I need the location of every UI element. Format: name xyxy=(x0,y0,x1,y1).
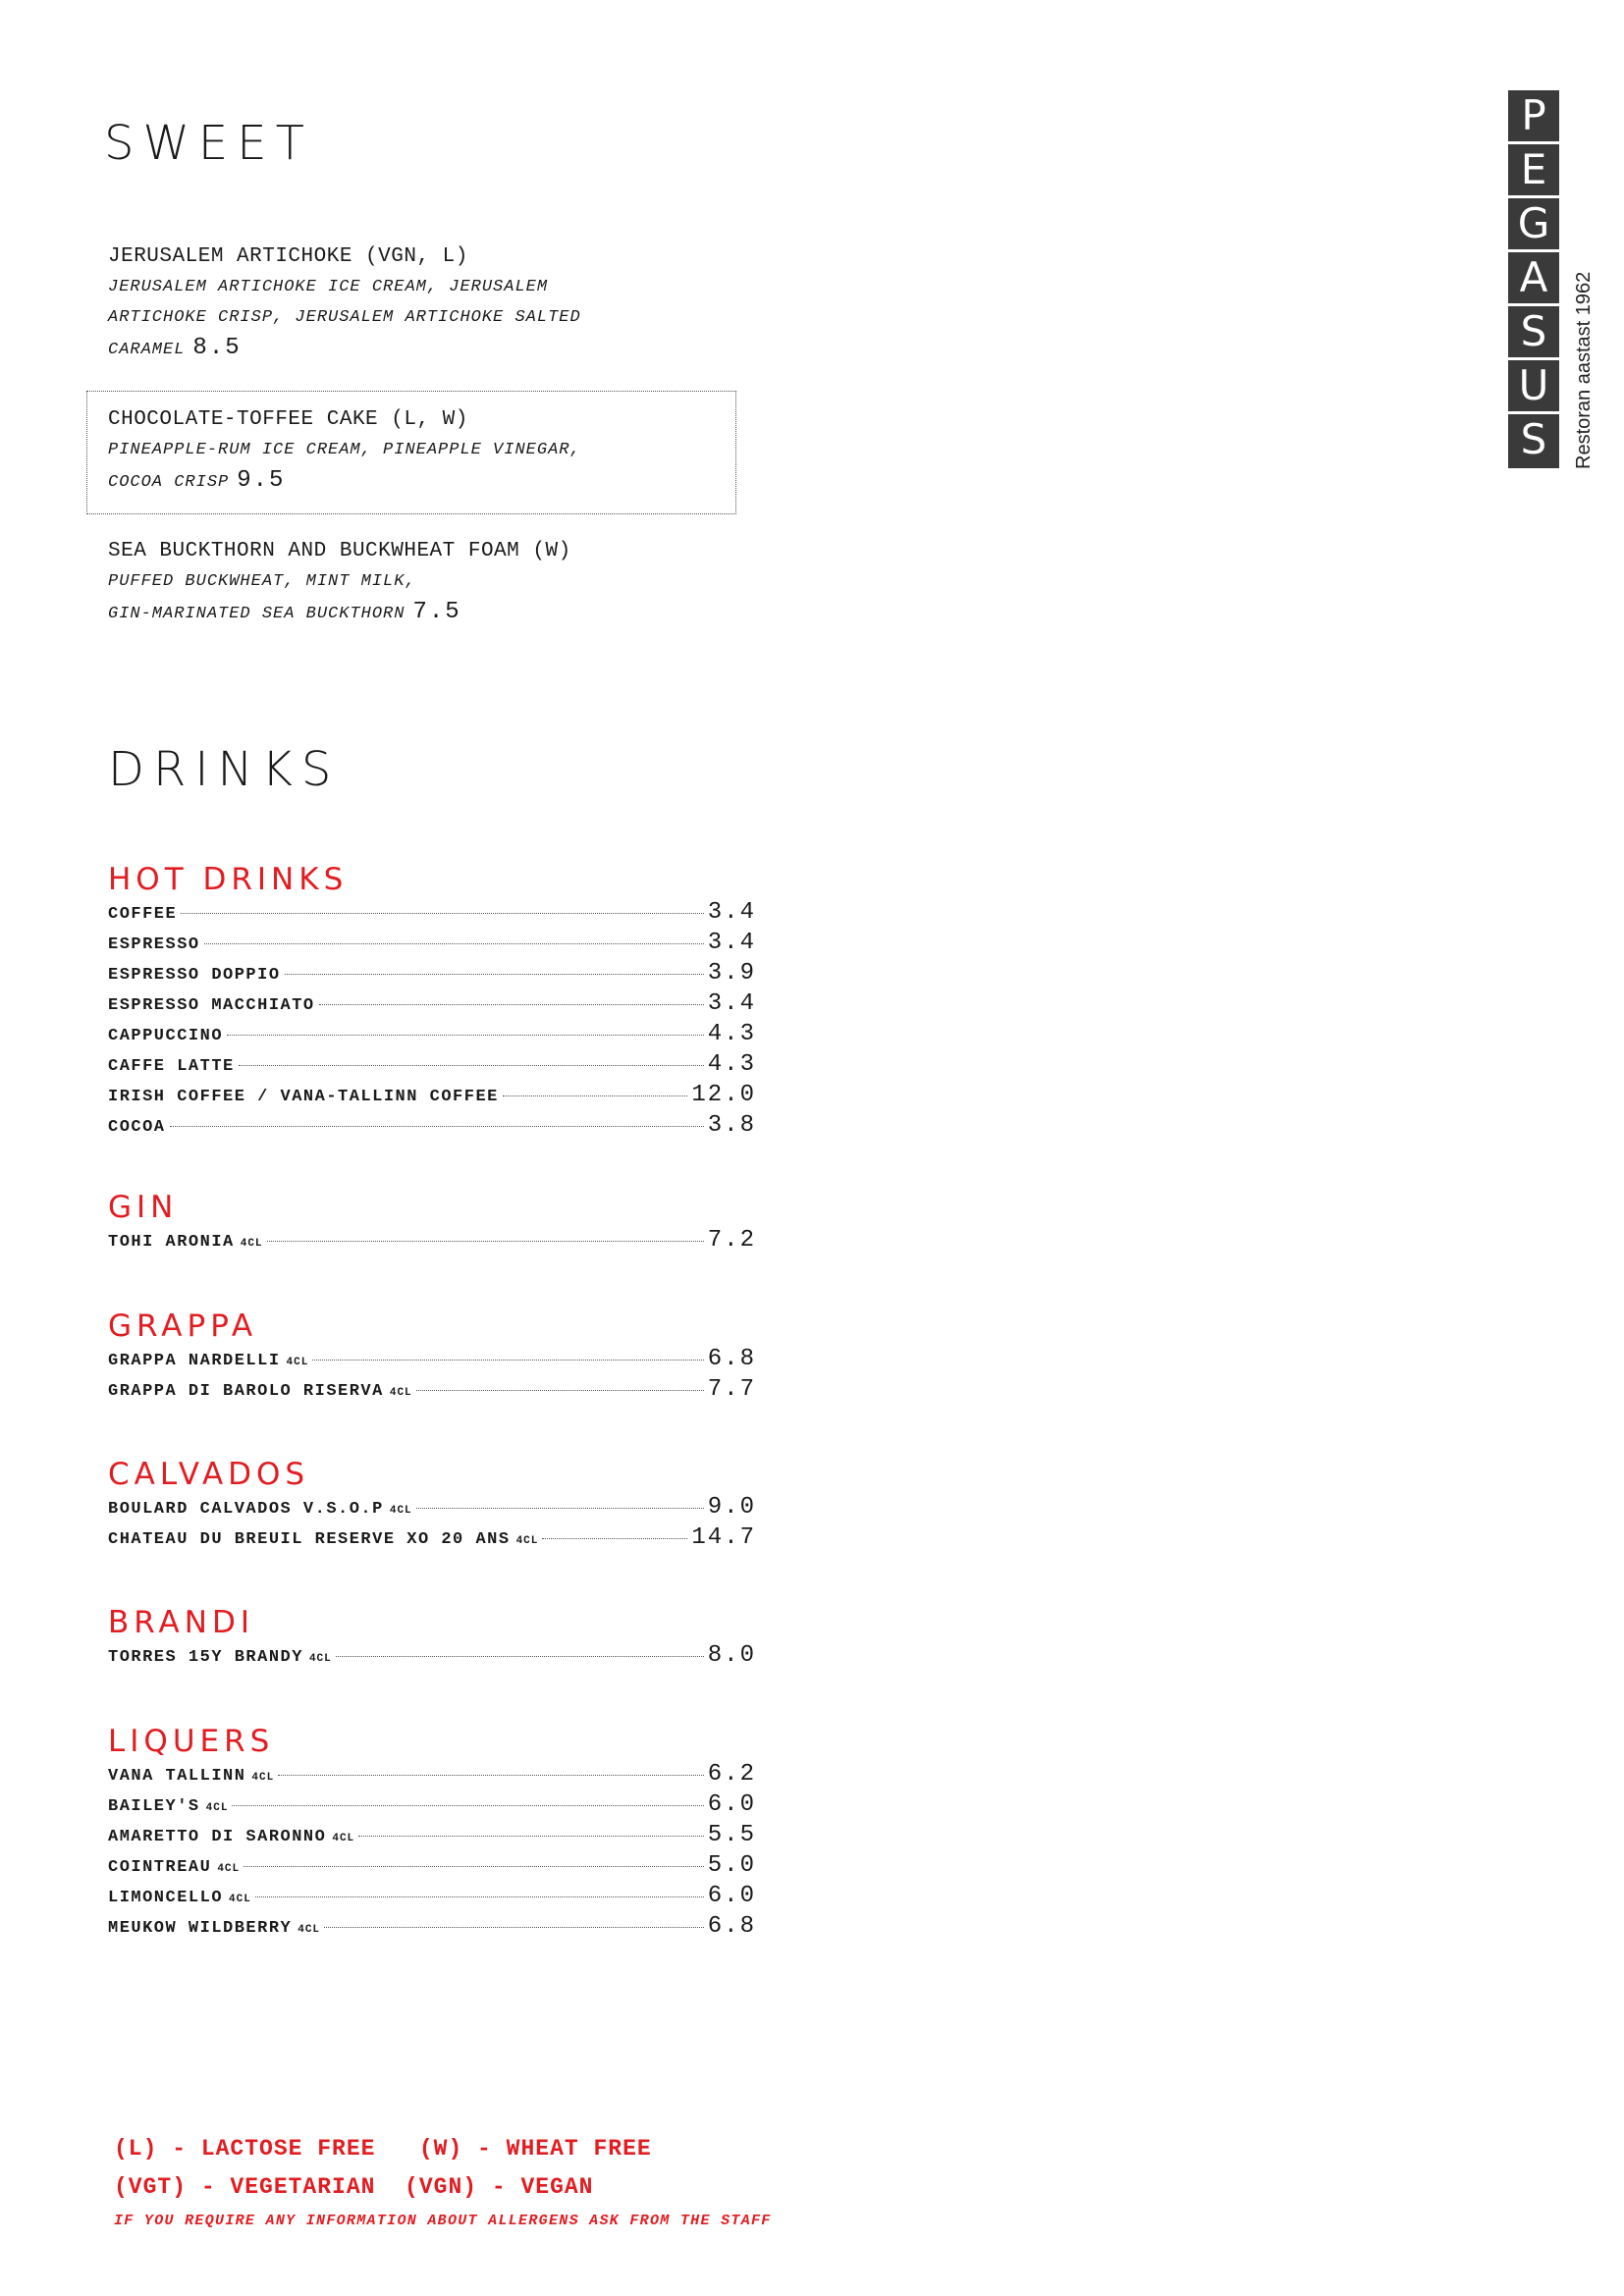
drinks-section-gin xyxy=(108,1188,756,1257)
leader-dots xyxy=(312,1360,703,1361)
leader-dots xyxy=(227,1035,704,1036)
leader-dots xyxy=(542,1538,687,1539)
logo-letter: S xyxy=(1508,306,1559,360)
dessert-name: SEA BUCKTHORN AND BUCKWHEAT FOAM (W) xyxy=(108,540,571,562)
menu-row: GRAPPA NARDELLI 4CL 6.8 xyxy=(108,1346,756,1372)
menu-row: COFFEE 3.4 xyxy=(108,899,756,926)
drinks-section-hot-drinks xyxy=(108,860,756,1143)
dessert-description: PUFFED BUCKWHEAT, MINT MILK, GIN-MARINATED SEA BUCKTHORN 7.5 xyxy=(108,572,461,625)
leader-dots xyxy=(416,1390,704,1391)
leader-dots xyxy=(204,943,704,944)
pegasus-logo xyxy=(1508,90,1559,468)
menu-row: VANA TALLINN 4CL 6.2 xyxy=(108,1761,756,1788)
leader-dots xyxy=(181,913,704,914)
menu-row: GRAPPA DI BAROLO RISERVA 4CL 7.7 xyxy=(108,1376,756,1403)
menu-row: ESPRESSO DOPPIO 3.9 xyxy=(108,960,756,987)
menu-row: LIMONCELLO 4CL 6.0 xyxy=(108,1883,756,1909)
menu-row: ESPRESSO 3.4 xyxy=(108,930,756,956)
legend-line: (VGT) - VEGETARIAN (VGN) - VEGAN xyxy=(114,2174,594,2200)
legend-line: (L) - LACTOSE FREE (W) - WHEAT FREE xyxy=(114,2136,652,2162)
leader-dots xyxy=(358,1836,704,1837)
leader-dots xyxy=(503,1095,688,1096)
allergen-note: IF YOU REQUIRE ANY INFORMATION ABOUT ALLERGENS ASK FROM THE STAFF xyxy=(114,2213,772,2229)
menu-row: CAPPUCCINO 4.3 xyxy=(108,1021,756,1047)
logo-letter: S xyxy=(1508,414,1559,468)
dessert-item xyxy=(108,536,736,629)
drinks-section-calvados xyxy=(108,1455,756,1555)
drinks-section-brandi xyxy=(108,1603,756,1673)
menu-row: CAFFE LATTE 4.3 xyxy=(108,1051,756,1078)
section-title: CALVADOS xyxy=(108,1457,310,1492)
dessert-name: JERUSALEM ARTICHOKE (VGN, L) xyxy=(108,245,468,268)
section-title: GIN xyxy=(108,1190,179,1225)
menu-row: MEUKOW WILDBERRY 4CL 6.8 xyxy=(108,1913,756,1940)
dessert-item xyxy=(108,404,736,498)
menu-row: TORRES 15Y BRANDY 4CL 8.0 xyxy=(108,1642,756,1669)
leader-dots xyxy=(267,1241,704,1242)
logo-letter: P xyxy=(1508,90,1559,144)
dessert-price: 8.5 xyxy=(192,335,242,361)
leader-dots xyxy=(255,1896,704,1897)
section-title: HOT DRINKS xyxy=(108,862,349,897)
drinks-heading: DRINKS xyxy=(108,742,341,797)
menu-row: CHATEAU DU BREUIL RESERVE XO 20 ANS 4CL 14.7 xyxy=(108,1524,756,1551)
drinks-section-liquers xyxy=(108,1722,756,1944)
menu-row: BOULARD CALVADOS V.S.O.P 4CL 9.0 xyxy=(108,1494,756,1521)
dessert-price: 7.5 xyxy=(412,599,461,625)
leader-dots xyxy=(285,974,704,975)
leader-dots xyxy=(336,1656,704,1657)
dessert-price: 9.5 xyxy=(237,467,286,494)
menu-row: COCOA 3.8 xyxy=(108,1112,756,1139)
leader-dots xyxy=(232,1805,703,1806)
logo-tagline: Restoran aastast 1962 xyxy=(1573,271,1595,469)
dessert-item xyxy=(108,241,736,365)
logo-letter: A xyxy=(1508,252,1559,306)
menu-row: ESPRESSO MACCHIATO 3.4 xyxy=(108,990,756,1017)
logo-letter: U xyxy=(1508,360,1559,414)
leader-dots xyxy=(239,1065,704,1066)
leader-dots xyxy=(278,1775,704,1776)
section-title: BRANDI xyxy=(108,1605,254,1640)
drinks-section-grappa xyxy=(108,1307,756,1407)
menu-row: COINTREAU 4CL 5.0 xyxy=(108,1852,756,1879)
sweet-heading: SWEET xyxy=(104,116,313,171)
allergen-legend xyxy=(114,2130,772,2229)
leader-dots xyxy=(416,1508,704,1509)
dessert-name: CHOCOLATE-TOFFEE CAKE (L, W) xyxy=(108,408,468,431)
menu-row: TOHI ARONIA 4CL 7.2 xyxy=(108,1227,756,1254)
dessert-description: JERUSALEM ARTICHOKE ICE CREAM, JERUSALEM ARTICHOKE CRISP, JERUSALEM ARTICHOKE SALTED CARAMEL 8.5 xyxy=(108,278,581,361)
dessert-description: PINEAPPLE-RUM ICE CREAM, PINEAPPLE VINEGAR, COCOA CRISP 9.5 xyxy=(108,441,581,494)
logo-letter: E xyxy=(1508,144,1559,198)
menu-row: IRISH COFFEE / VANA-TALLINN COFFEE 12.0 xyxy=(108,1082,756,1108)
menu-row: AMARETTO DI SARONNO 4CL 5.5 xyxy=(108,1822,756,1848)
section-title: GRAPPA xyxy=(108,1308,258,1344)
logo-letter: G xyxy=(1508,198,1559,252)
leader-dots xyxy=(319,1004,704,1005)
leader-dots xyxy=(324,1927,704,1928)
menu-row: BAILEY'S 4CL 6.0 xyxy=(108,1791,756,1818)
leader-dots xyxy=(170,1126,704,1127)
leader-dots xyxy=(244,1866,704,1867)
section-title: LIQUERS xyxy=(108,1724,275,1759)
